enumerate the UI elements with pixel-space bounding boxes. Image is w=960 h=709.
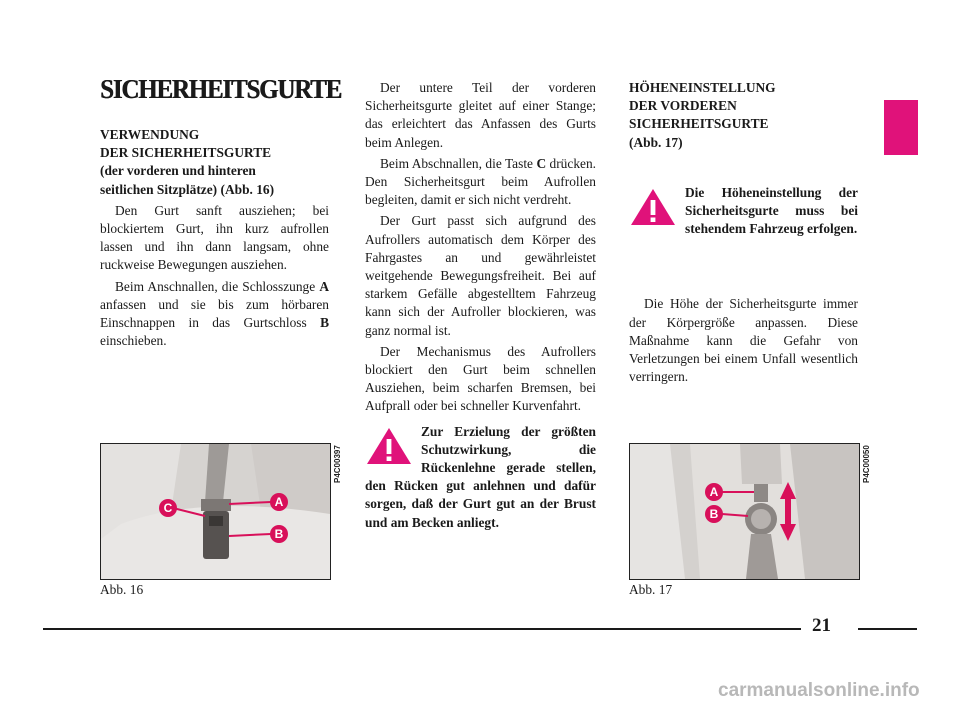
warning-triangle-icon [629, 187, 677, 227]
section-title: SICHERHEITSGURTE [100, 74, 341, 104]
column-2 [365, 79, 596, 532]
paragraph: Beim Abschnallen, die Taste C drücken. Den Sicherheitsgurt beim Aufrollen begleiten, damit er sich nicht verdreht. [365, 155, 597, 208]
paragraph: Der Gurt passt sich aufgrund des Aufrollers automatisch dem Körper des Fahrgastes an und gewährleistet weitgehende Bewegungsfreiheit. Bei auf starkem Gefälle abgestelltem Fahrzeug kann sich der Aufroller blockieren, was ganz normal ist. [365, 213, 596, 338]
height-adjust-heading: HÖHENEINSTELLUNG DER VORDEREN SICHERHEITSGURTE (Abb. 17) [629, 80, 776, 150]
usage-heading: VERWENDUNG DER SICHERHEITSGURTE (der vorderen und hinteren seitlichen Sitzplätze) (Abb. 16) [100, 127, 275, 197]
paragraph: Der untere Teil der vorderen Sicherheitsgurte gleitet auf einer Stange; das erleichtert das Anfassen des Gurts beim Anlegen. [365, 80, 596, 150]
column-1 [100, 126, 329, 350]
callout-label: B [709, 507, 719, 521]
figure-code: P4C00397 [333, 445, 342, 483]
figure-17-height-adjuster [629, 443, 860, 580]
column-3 [629, 79, 858, 386]
callout-label: A [709, 485, 719, 499]
figure-caption: Abb. 17 [629, 582, 673, 597]
chapter-tab-marker [884, 100, 918, 155]
warning-note-adjust: Die Höheneinstellung der Sicherheitsgurte muss bei stehendem Fahrzeug erfolgen. [629, 184, 858, 239]
callout-label: B [274, 527, 284, 541]
page-number: 21 [812, 615, 831, 636]
callout-label: C [163, 501, 173, 515]
height-adjuster-illustration [630, 444, 859, 579]
figure-16-seatbelt-buckle [100, 443, 331, 580]
callout-label: A [274, 495, 284, 509]
paragraph: Die Höhe der Sicherheitsgurte immer der Körpergröße anpassen. Diese Maßnahme kann die Gefahr von Verletzungen bei einem Unfall wesentlich verringern. [629, 296, 858, 385]
warning-note-posture: Zur Erzielung der größten Schutzwirkung, die Rückenlehne gerade stellen, den Rücken gut anlehnen und dafür sorgen, daß der Gurt gut an der Brust und am Becken anliegt. [365, 423, 596, 530]
figure-caption: Abb. 16 [100, 582, 144, 597]
warning-triangle-icon [365, 426, 413, 466]
figure-code: P4C00050 [862, 445, 871, 483]
footer-rule-left [43, 628, 801, 630]
footer-rule-right [858, 628, 917, 630]
paragraph: Der Mechanismus des Aufrollers blockiert den Gurt beim schnellen Ausziehen, beim scharfen Bremsen, bei Aufprall oder bei schneller Kurvenfahrt. [365, 343, 596, 414]
seatbelt-buckle-illustration [101, 444, 330, 579]
paragraph: Beim Anschnallen, die Schlosszunge A anfassen und sie bis zum hörbaren Einschnappen in das Gurtschloss B einschieben. [100, 278, 329, 349]
watermark: carmanualsonline.info [718, 680, 920, 701]
paragraph: Den Gurt sanft ausziehen; bei blockiertem Gurt, ihn kurz aufrollen lassen und ihn dann langsam, ohne ruckweise Bewegungen ausziehen. [100, 202, 329, 273]
